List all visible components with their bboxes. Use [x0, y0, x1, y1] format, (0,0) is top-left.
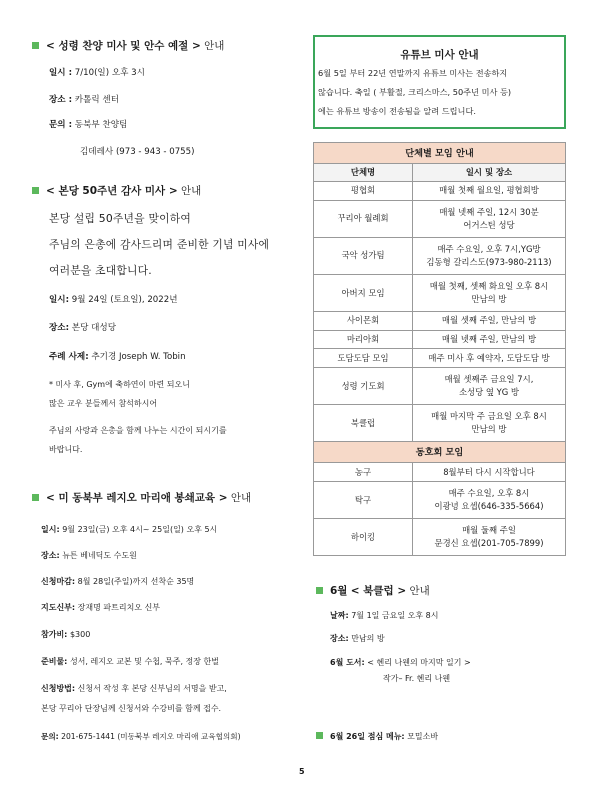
anniversary-note-line4: 바랍니다. — [49, 445, 83, 454]
section-title-anniversary-mass: < 본당 50주년 감사 미사 > 안내 — [32, 183, 201, 198]
schedule-cell — [413, 519, 566, 556]
legio-fee: 참가비: $300 — [41, 630, 91, 639]
group-name-cell: 아버지 모임 — [314, 274, 413, 311]
section-title-bookclub: 6월 < 북클럽 > 안내 — [316, 583, 430, 598]
anniversary-text-line1: 본당 설립 50주년을 맞이하여 — [49, 212, 191, 225]
bookclub-place: 장소: 만남의 방 — [330, 634, 385, 643]
group-name-cell: 성령 기도회 — [314, 367, 413, 404]
legio-deadline: 신청마감: 8월 28일(주일)까지 선착순 35명 — [41, 577, 195, 586]
section-title-legio-training: < 미 동북부 레지오 마리애 봉쇄교육 > 안내 — [32, 490, 251, 505]
schedule-cell — [413, 463, 566, 482]
youtube-notice-box — [313, 35, 566, 129]
praise-mass-contact-person: 김데레사 (973 - 943 - 0755) — [80, 147, 195, 157]
schedule-cell — [413, 405, 566, 442]
schedule-line: 매주 수요일, 오후 7시,YG방 — [437, 243, 541, 254]
schedule-line: 만남의 방 — [471, 424, 507, 435]
group-meeting-table — [313, 142, 566, 556]
schedule-cell — [413, 312, 566, 331]
schedule-line: 매월 첫째 월요일, 평협회방 — [439, 185, 539, 196]
schedule-line: 매주 수요일, 오후 8시 — [448, 488, 530, 498]
anniversary-date: 일시: 9월 24일 (토요일), 2022년 — [49, 295, 178, 305]
schedule-line: 8월부터 다시 시작합니다 — [443, 466, 535, 477]
anniversary-note-line3: 주님의 사랑과 은총을 함께 나누는 시간이 되시기를 — [49, 426, 227, 435]
legio-director: 지도신부: 장재명 파트리치오 신부 — [41, 603, 161, 612]
table-row — [314, 200, 566, 237]
schedule-cell — [413, 330, 566, 349]
bullet-icon — [32, 42, 39, 49]
schedule-cell — [413, 367, 566, 404]
table-header-clubs: 동호회 모임 — [314, 442, 566, 463]
praise-mass-date: 일시 : 7/10(일) 오후 3시 — [49, 68, 145, 78]
schedule-line: 문경신 요셉(201-705-7899) — [434, 538, 544, 549]
group-name-cell: 국악 성가팀 — [314, 237, 413, 274]
youtube-notice-title: 유튜브 미사 안내 — [400, 49, 479, 61]
schedule-line: 김동형 갈리스도(973-980-2113) — [426, 256, 552, 267]
anniversary-note-line1: * 미사 후, Gym에 축하연이 마련 되오니 — [49, 380, 190, 389]
anniversary-celebrant: 주례 사제: 추기경 Joseph W. Tobin — [49, 352, 186, 362]
schedule-cell — [413, 182, 566, 201]
schedule-cell — [413, 237, 566, 274]
table-row — [314, 312, 566, 331]
group-name-cell: 하이킹 — [314, 519, 413, 556]
bullet-icon — [316, 587, 323, 594]
schedule-cell — [413, 274, 566, 311]
bullet-icon — [32, 494, 39, 501]
group-name-cell: 농구 — [314, 463, 413, 482]
bookclub-book-author: 작가– Fr. 헨리 나웬 — [383, 674, 451, 683]
schedule-cell — [413, 481, 566, 518]
praise-mass-contact: 문의 : 동북부 찬양팀 — [49, 120, 128, 130]
section-title-praise-mass: < 성령 찬양 미사 및 안수 예절 > 안내 — [32, 38, 224, 53]
legio-apply-method-line2: 본당 꾸리아 단장님께 신청서와 수강비를 함께 접수. — [41, 704, 222, 713]
schedule-line: 매주 미사 후 예약자, 도담도담 방 — [428, 352, 550, 363]
table-row — [314, 405, 566, 442]
schedule-line: 이광녕 요셉(646-335-5664) — [434, 501, 544, 511]
legio-date: 일시: 9월 23일(금) 오후 4시~ 25일(일) 오후 5시 — [41, 525, 218, 534]
lunch-menu: 6월 26일 점심 메뉴: 모밀소바 — [316, 731, 438, 742]
group-name-cell: 도담도담 모임 — [314, 349, 413, 368]
column-header-group-name: 단체명 — [314, 164, 413, 182]
group-name-cell: 평협회 — [314, 182, 413, 201]
column-header-schedule: 일시 및 장소 — [413, 164, 566, 182]
group-name-cell: 북클럽 — [314, 405, 413, 442]
table-header-groups: 단체별 모임 안내 — [314, 143, 566, 164]
anniversary-place: 장소: 본당 대성당 — [49, 323, 117, 333]
schedule-line: 매월 넷째 주일, 12시 30분 — [439, 206, 539, 217]
schedule-line: 매월 첫째, 셋째 화요일 오후 8시 — [429, 281, 549, 292]
bookclub-date: 날짜: 7월 1일 금요일 오후 8시 — [330, 611, 439, 620]
table-row — [314, 367, 566, 404]
schedule-line: 매월 둘째 주일 — [462, 525, 516, 536]
page-number: 5 — [299, 767, 305, 776]
schedule-cell — [413, 349, 566, 368]
table-row — [314, 182, 566, 201]
schedule-line: 매월 셋째주 금요일 7시, — [444, 374, 534, 385]
group-name-cell: 탁구 — [314, 481, 413, 518]
bookclub-book: 6월 도서: < 헨리 나웬의 마지막 일기 > — [330, 658, 471, 667]
schedule-line: 매월 셋째 주일, 만남의 방 — [441, 315, 537, 326]
praise-mass-place: 장소 : 카톨릭 센터 — [49, 95, 120, 105]
group-name-cell: 사이몬회 — [314, 312, 413, 331]
table-row — [314, 463, 566, 482]
table-row — [314, 330, 566, 349]
schedule-line: 만남의 방 — [471, 294, 507, 305]
schedule-line: 소성당 옆 YG 방 — [458, 387, 520, 398]
schedule-line: 매월 마지막 주 금요일 오후 8시 — [431, 411, 547, 422]
schedule-line: 매월 넷째 주일, 만남의 방 — [441, 334, 537, 345]
anniversary-text-line3: 여러분을 초대합니다. — [49, 264, 152, 277]
youtube-notice-body: 6월 5일 부터 22년 연말까지 유튜브 미사는 전송하지 않습니다. 축일 ( 부활절, 크리스마스, 50주년 미사 등) 에는 유튜브 방송이 전송됨을 알려 드립니다. — [318, 68, 512, 116]
group-name-cell: 마리아회 — [314, 330, 413, 349]
legio-contact: 문의: 201-675-1441 (미동북부 레지오 마리애 교육협의회) — [41, 732, 241, 741]
bullet-icon — [316, 732, 323, 739]
anniversary-text-line2: 주님의 은총에 감사드리며 준비한 기념 미사에 — [49, 238, 270, 251]
schedule-line: 어거스틴 성당 — [463, 219, 515, 230]
table-row — [314, 237, 566, 274]
legio-apply-method: 신청방법: 신청서 작성 후 본당 신부님의 서명을 받고, — [41, 684, 227, 693]
table-row — [314, 519, 566, 556]
table-row — [314, 481, 566, 518]
table-row — [314, 349, 566, 368]
bullet-icon — [32, 187, 39, 194]
legio-place: 장소: 뉴튼 베네딕도 수도원 — [41, 551, 137, 560]
legio-preparation: 준비물: 성서, 레지오 교본 및 수첩, 묵주, 정장 한벌 — [41, 657, 220, 666]
schedule-cell — [413, 200, 566, 237]
table-row — [314, 274, 566, 311]
group-name-cell: 꾸리아 월례회 — [314, 200, 413, 237]
anniversary-note-line2: 많은 교우 분들께서 참석하시어 — [49, 399, 158, 408]
